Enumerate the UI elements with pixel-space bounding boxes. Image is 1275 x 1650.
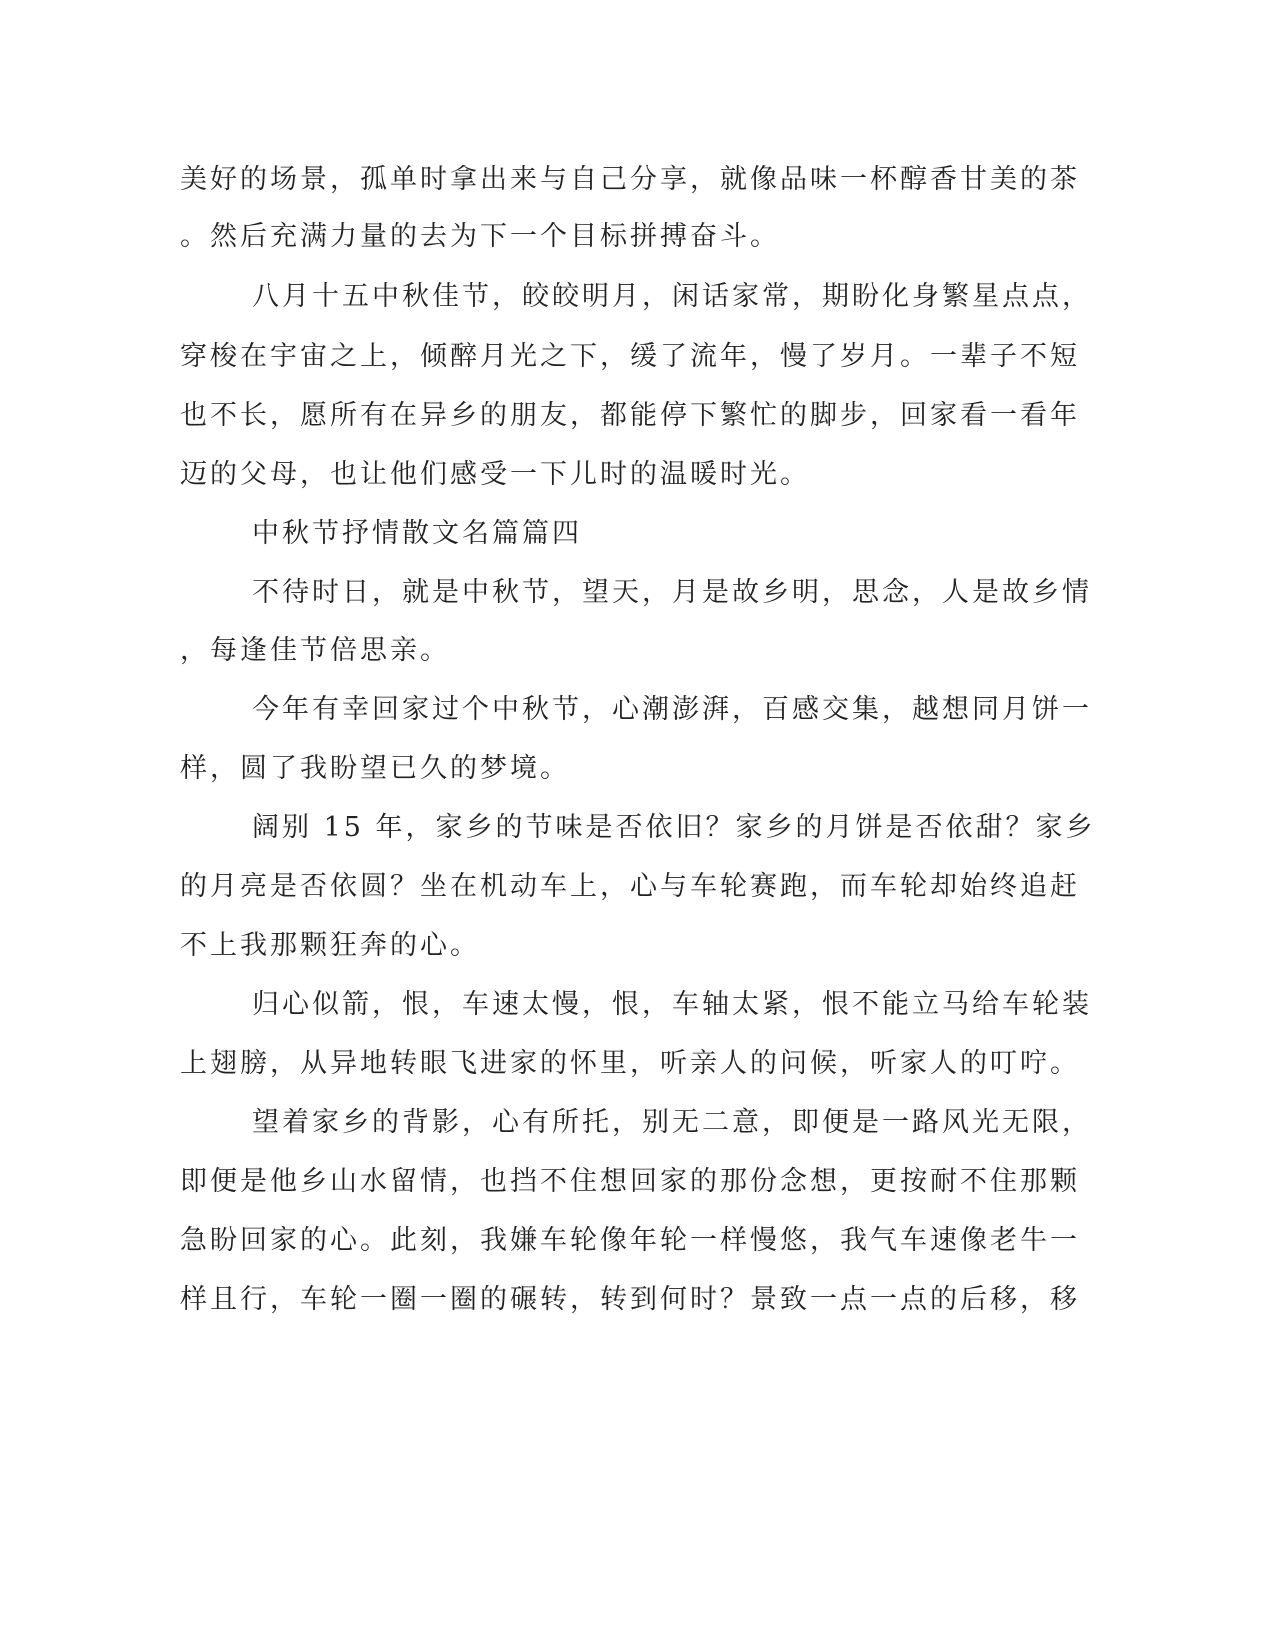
paragraph-first-line: 不待时日，就是中秋节，望天，月是故乡明，思念，人是故乡情 <box>252 577 1092 608</box>
paragraph-first-line: 阔别 15 年，家乡的节味是否依旧？家乡的月饼是否依甜？家乡 <box>252 812 1096 843</box>
text-line: ，每逢佳节倍思亲。 <box>180 635 450 666</box>
text-line: 不上我那颗狂奔的心。 <box>180 930 480 961</box>
text-line: 。然后充满力量的去为下一个目标拼搏奋斗。 <box>180 221 780 252</box>
text-line: 穿梭在宇宙之上，倾醉月光之下，缓了流年，慢了岁月。一辈子不短 <box>180 341 1080 372</box>
text-line: 样，圆了我盼望已久的梦境。 <box>180 753 570 784</box>
paragraph-first-line: 八月十五中秋佳节，皎皎明月，闲话家常，期盼化身繁星点点， <box>252 281 1092 312</box>
text-line: 的月亮是否依圆？坐在机动车上，心与车轮赛跑，而车轮却始终追赶 <box>180 871 1080 902</box>
section-heading: 中秋节抒情散文名篇篇四 <box>252 518 582 549</box>
text-line: 迈的父母，也让他们感受一下儿时的温暖时光。 <box>180 459 810 490</box>
text-line: 上翅膀，从异地转眼飞进家的怀里，听亲人的问候，听家人的叮咛。 <box>180 1048 1080 1079</box>
text-line: 美好的场景，孤单时拿出来与自己分享，就像品味一杯醇香甘美的茶 <box>180 164 1080 195</box>
paragraph-first-line: 归心似箭，恨，车速太慢，恨，车轴太紧，恨不能立马给车轮装 <box>252 989 1092 1020</box>
text-line: 即便是他乡山水留情，也挡不住想回家的那份念想，更按耐不住那颗 <box>180 1166 1080 1197</box>
paragraph-first-line: 今年有幸回家过个中秋节，心潮澎湃，百感交集，越想同月饼一 <box>252 694 1092 725</box>
text-line: 也不长，愿所有在异乡的朋友，都能停下繁忙的脚步，回家看一看年 <box>180 400 1080 431</box>
text-line: 急盼回家的心。此刻，我嫌车轮像年轮一样慢悠，我气车速像老牛一 <box>180 1225 1080 1256</box>
text-line: 样且行，车轮一圈一圈的碾转，转到何时？景致一点一点的后移，移 <box>180 1284 1080 1315</box>
paragraph-first-line: 望着家乡的背影，心有所托，别无二意，即便是一路风光无限， <box>252 1107 1092 1138</box>
